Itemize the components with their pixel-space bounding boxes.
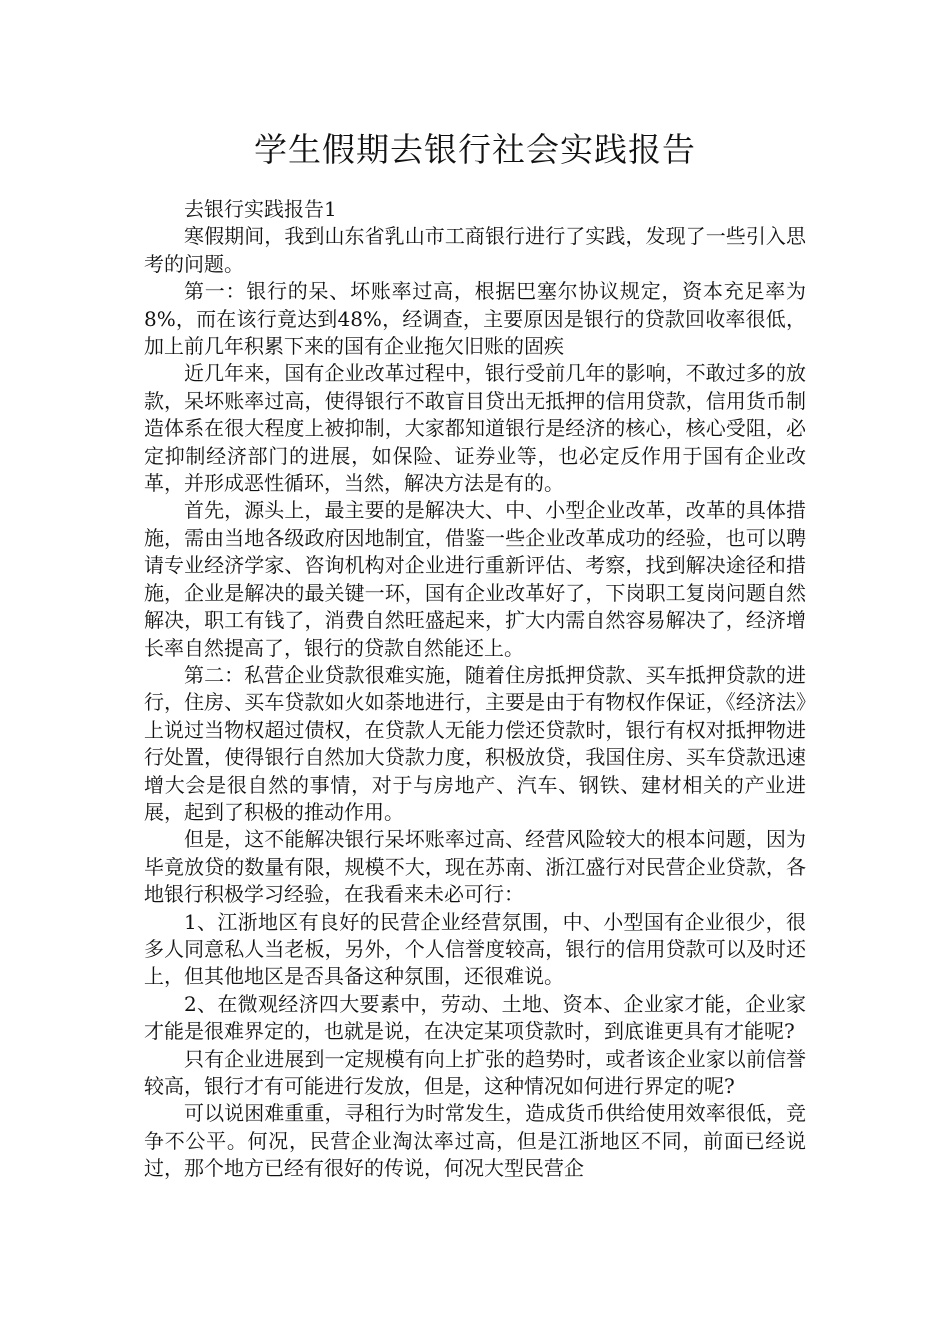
paragraph: 1、江浙地区有良好的民营企业经营氛围，中、小型国有企业很少，很多人同意私人当老板，另外，个人信誉度较高，银行的信用贷款可以及时还上，但其他地区是否具备这种氛围，还很难说。 xyxy=(144,909,806,989)
document-body xyxy=(144,196,806,1183)
paragraph: 可以说困难重重，寻租行为时常发生，造成货币供给使用效率很低，竞争不公平。何况，民营企业淘汰率过高，但是江浙地区不同，前面已经说过，那个地方已经有很好的传说，何况大型民营企 xyxy=(144,1101,806,1181)
paragraph: 寒假期间，我到山东省乳山市工商银行进行了实践，发现了一些引入思考的问题。 xyxy=(144,224,806,276)
paragraph: 首先，源头上，最主要的是解决大、中、小型企业改革，改革的具体措施，需由当地各级政府因地制宜，借鉴一些企业改革成功的经验，也可以聘请专业经济学家、咨询机构对企业进行重新评估、考察，找到解决途径和措施，企业是解决的最关键一环，国有企业改革好了，下岗职工复岗问题自然解决，职工有钱了，消费自然旺盛起来，扩大内需自然容易解决了，经济增长率自然提高了，银行的贷款自然能还上。 xyxy=(144,498,806,660)
document-title: 学生假期去银行社会实践报告 xyxy=(254,130,696,169)
paragraph: 近几年来，国有企业改革过程中，银行受前几年的影响，不敢过多的放款，呆坏账率过高，使得银行不敢盲目贷出无抵押的信用贷款，信用货币制造体系在很大程度上被抑制，大家都知道银行是经济的核心，核心受阻，必定抑制经济部门的进展，如保险、证券业等，也必定反作用于国有企业改革，并形成恶性循环，当然，解决方法是有的。 xyxy=(144,361,806,496)
paragraph: 2、在微观经济四大要素中，劳动、土地、资本、企业家才能，企业家才能是很难界定的，也就是说，在决定某项贷款时，到底谁更具有才能呢? xyxy=(144,991,806,1044)
paragraph: 第一：银行的呆、坏账率过高，根据巴塞尔协议规定，资本充足率为8%，而在该行竟达到48%，经调查，主要原因是银行的贷款回收率很低，加上前几年积累下来的国有企业拖欠旧账的固疾 xyxy=(144,279,806,359)
paragraph: 第二：私营企业贷款很难实施，随着住房抵押贷款、买车抵押贷款的进行，住房、买车贷款如火如荼地进行，主要是由于有物权作保证，《经济法》上说过当物权超过债权，在贷款人无能力偿还贷款时，银行有权对抵押物进行处置，使得银行自然加大贷款力度，积极放贷，我国住房、买车贷款迅速增大会是很自然的事情，对于与房地产、汽车、钢铁、建材相关的产业进展，起到了积极的推动作用。 xyxy=(144,662,806,824)
paragraph: 只有企业进展到一定规模有向上扩张的趋势时，或者该企业家以前信誉较高，银行才有可能进行发放，但是，这种情况如何进行界定的呢? xyxy=(144,1046,806,1098)
paragraph: 但是，这不能解决银行呆坏账率过高、经营风险较大的根本问题，因为毕竟放贷的数量有限，规模不大，现在苏南、浙江盛行对民营企业贷款，各地银行积极学习经验，在我看来未必可行： xyxy=(144,827,806,907)
paragraph-heading: 去银行实践报告1 xyxy=(184,197,337,221)
